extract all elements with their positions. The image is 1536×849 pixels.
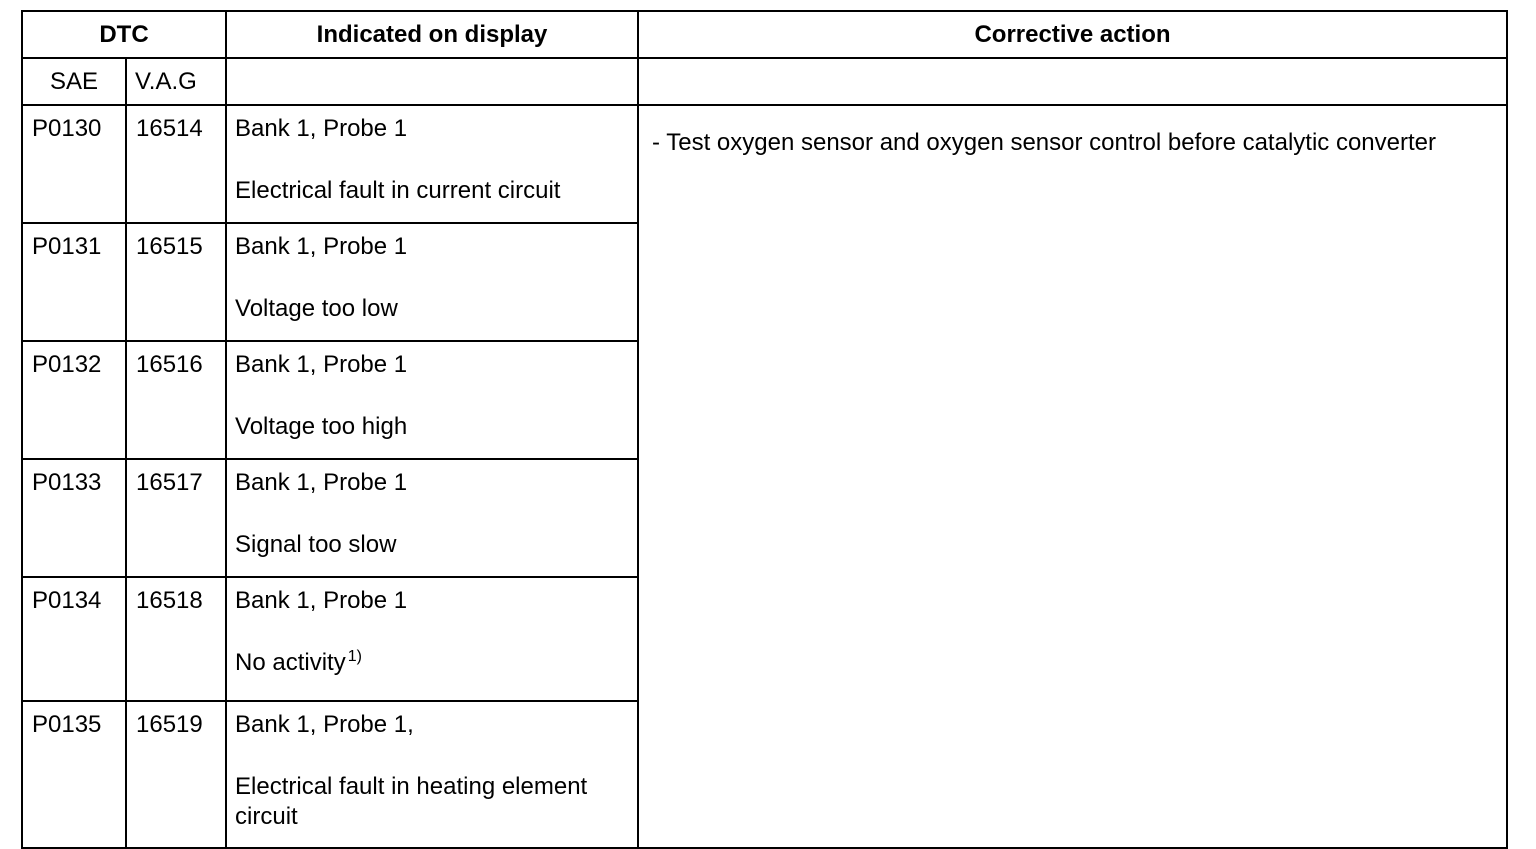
display-line1: Bank 1, Probe 1	[235, 115, 408, 142]
footnote-marker: 1)	[347, 648, 362, 665]
action-header: Corrective action	[638, 11, 1507, 58]
vag-code: 16517	[126, 459, 226, 577]
display-line2	[235, 648, 631, 678]
vag-code: 16514	[126, 105, 226, 223]
display-line1: Bank 1, Probe 1	[235, 233, 408, 260]
vag-code: 16515	[126, 223, 226, 341]
display-line2-text: No activity	[235, 649, 346, 676]
display-line2	[235, 412, 631, 442]
sae-code: P0131	[22, 223, 126, 341]
display-line2	[235, 176, 631, 206]
subheader-row	[22, 58, 1507, 105]
display-line2	[235, 772, 631, 832]
dtc-table	[21, 10, 1508, 849]
sae-code: P0130	[22, 105, 126, 223]
display-line2-text: Voltage too low	[235, 295, 398, 322]
sae-code: P0132	[22, 341, 126, 459]
display-line1: Bank 1, Probe 1	[235, 351, 408, 378]
display-line2-text: Electrical fault in heating element circuit	[235, 773, 588, 830]
display-line2	[235, 530, 631, 560]
vag-code: 16516	[126, 341, 226, 459]
display-text	[226, 701, 638, 848]
vag-code: 16519	[126, 701, 226, 848]
corrective-action-cell: - Test oxygen sensor and oxygen sensor control before catalytic converter	[638, 105, 1507, 848]
display-text	[226, 105, 638, 223]
display-line1: Bank 1, Probe 1	[235, 587, 408, 614]
display-line2-text: Signal too slow	[235, 531, 397, 558]
vag-header: V.A.G	[126, 58, 226, 105]
sae-code: P0133	[22, 459, 126, 577]
table-row	[22, 105, 1507, 223]
display-text	[226, 577, 638, 701]
display-header: Indicated on display	[226, 11, 638, 58]
sae-header: SAE	[22, 58, 126, 105]
display-text	[226, 223, 638, 341]
header-row	[22, 11, 1507, 58]
display-line2	[235, 294, 631, 324]
display-subheader-empty	[226, 58, 638, 105]
display-line2-text: Electrical fault in current circuit	[235, 177, 561, 204]
action-subheader-empty	[638, 58, 1507, 105]
vag-code: 16518	[126, 577, 226, 701]
sae-code: P0134	[22, 577, 126, 701]
dtc-header: DTC	[22, 11, 226, 58]
display-text	[226, 341, 638, 459]
display-line2-text: Voltage too high	[235, 413, 408, 440]
display-line1: Bank 1, Probe 1,	[235, 711, 414, 738]
display-line1: Bank 1, Probe 1	[235, 469, 408, 496]
sae-code: P0135	[22, 701, 126, 848]
display-text	[226, 459, 638, 577]
